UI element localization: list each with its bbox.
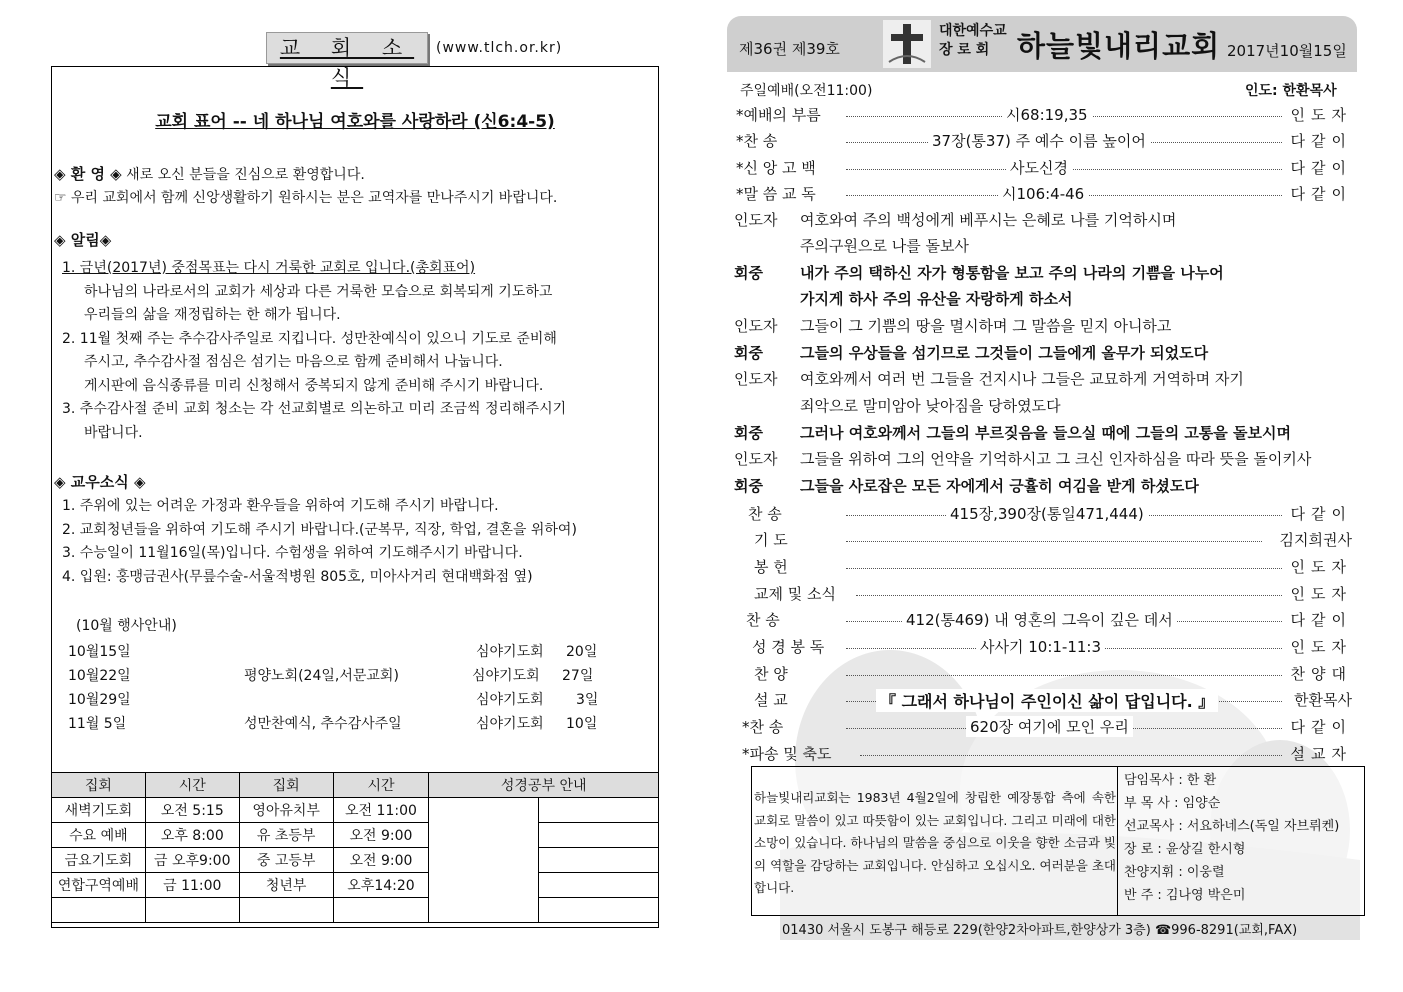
event-date: 10월22일 [68,668,131,684]
table-cell [52,898,146,923]
event-name: 성만찬예식, 추수감사주일 [244,716,402,732]
table-cell: 유 초등부 [239,823,333,848]
order-label: *찬 송 [736,132,778,150]
notice-line: 하나님의 나라로서의 교회가 세상과 다른 거룩한 모습으로 회복되게 기도하고 [84,283,553,300]
worship-order-item [736,183,1352,207]
table-cell: 금 11:00 [145,873,239,898]
event-prayer: 심야기도회 [476,644,544,660]
responsive-line [734,340,1208,367]
order-performer: 한환목사 [1294,691,1352,709]
table-cell [239,898,333,923]
table-cell: 수요 예배 [52,823,146,848]
worship-order-item [736,743,1352,767]
order-label: 찬 송 [746,611,780,629]
reader-role: 인도자 [734,370,778,388]
staff-news-line: 3. 수능일이 11월16일(목)입니다. 수험생을 위하여 기도해주시기 바랍니다. [62,545,523,561]
worship-order-item [736,689,1352,713]
responsive-line [734,286,1072,313]
order-label: *말 씀 교 독 [736,185,816,203]
reading-text: 그들을 사로잡은 모든 자에게서 긍휼히 여김을 받게 하셨도다 [800,477,1199,495]
order-content: 시68:19,35 [1002,104,1092,125]
news-box [51,66,659,928]
staff-item: 장 로 : 윤상길 한시형 [1124,842,1246,857]
reader-role: 회중 [734,477,763,495]
event-prayer-date: 10일 [566,716,598,732]
reading-text: 여호와여 주의 백성에게 베푸시는 은혜로 나를 기억하시며 [800,211,1177,229]
order-label: *신 앙 고 백 [736,159,816,177]
church-introduction: 하늘빛내리교회는 1983년 4월2일에 창립한 예장통합 측에 속한 교회로 말씀이 있고 따뜻함이 있는 교회입니다. 그리고 미래에 대한 소망이 있습니다. 하나님의 말씀을 중심으로 이웃을 향한 소금과 빛의 역할을 감당하는 교회입니다. 안심하고 오십시오. 여러분을 초대합니다. [754,790,1116,895]
reader-role: 회중 [734,424,763,442]
reader-role: 인도자 [734,450,778,468]
notice-line: 우리들의 삶을 재정립하는 한 해가 됩니다. [84,307,341,323]
event-name: 평양노회(24일,서문교회) [244,668,399,684]
order-performer: 인도자 [1290,106,1352,124]
denomination [939,22,1007,60]
table-cell: 금 오후9:00 [145,848,239,873]
church-motto: 교회 표어 -- 네 하나님 여호와를 사랑하라 (신6:4-5) [155,112,555,132]
order-performer: 인도자 [1290,585,1352,603]
responsive-line [734,260,1224,287]
events-heading: (10월 행사안내) [76,618,177,634]
reader-role: 회중 [734,344,763,362]
responsive-line [734,446,1311,473]
order-content: 시106:4-46 [998,183,1088,204]
col-header: 시간 [145,773,239,798]
table-cell: 오전 9:00 [333,848,429,873]
order-label: *파송 및 축도 [742,745,832,763]
worship-order-item [736,663,1352,687]
order-performer: 다같이 [1290,159,1352,177]
church-logo-icon [883,20,931,68]
staff-list [1124,769,1339,907]
notice-list [62,257,566,445]
order-label: 찬 송 [748,505,782,523]
table-cell [145,898,239,923]
order-label: 기 도 [754,531,788,549]
table-row [52,798,659,823]
order-performer: 다같이 [1290,718,1352,736]
order-label: 설 교 [754,691,788,709]
col-header: 시간 [333,773,429,798]
notice-heading: ◈ 알림◈ [54,231,112,249]
staff-item: 반 주 : 김나영 박은미 [1124,888,1246,903]
table-cell: 오후 8:00 [145,823,239,848]
table-cell: 오전 9:00 [333,823,429,848]
table-header-row [52,773,659,798]
leader-dots [846,568,1282,569]
responsive-line [734,366,1244,393]
bible-study-cell [539,848,659,873]
reading-text: 내가 주의 택하신 자가 형통함을 보고 주의 나라의 기쁨을 나누어 [800,264,1224,282]
reading-text: 그들이 그 기쁨의 땅을 멸시하며 그 말씀을 믿지 아니하고 [800,317,1172,335]
order-label: 봉 헌 [754,558,788,576]
service-time: 주일예배(오전11:00) [740,83,873,99]
reading-text: 그들의 우상들을 섬기므로 그것들이 그들에게 올무가 되었도다 [800,344,1209,362]
reading-text: 가지게 하사 주의 유산을 자랑하게 하소서 [800,290,1073,308]
table-cell: 영아유치부 [239,798,333,823]
event-prayer: 심야기도회 [476,692,544,708]
responsive-line [734,313,1171,340]
table-cell: 금요기도회 [52,848,146,873]
sermon-title: 『 그래서 하나님이 주인이신 삶이 답입니다. 』 [876,689,1218,712]
order-label: 교제 및 소식 [754,585,836,603]
order-performer: 다같이 [1290,185,1352,203]
leader-dots [846,541,1262,542]
welcome-section [54,163,365,188]
event-prayer-date: 20일 [566,644,598,660]
news-title: 교 회 소 식 [266,32,428,64]
reading-text: 죄악으로 말미암아 낮아짐을 당하였도다 [800,397,1061,415]
order-content: 415장,390장(통일471,444) [946,503,1148,524]
notice-line: 3. 추수감사절 준비 교회 청소는 각 선교회별로 의논하고 미리 조금씩 정리해주시기 [62,401,567,417]
staff-news-line: 4. 입원: 홍맹금권사(무릎수술-서울적병원 805호, 미아사거리 현대백화점 옆) [62,568,533,585]
divider [1117,767,1118,915]
worship-order-item [736,583,1352,607]
table-cell: 새벽기도회 [52,798,146,823]
table-row [52,873,659,898]
worship-order-item [736,609,1352,633]
notice-line: 게시판에 음식종류를 미리 신청해서 중복되지 않게 준비해 주시기 바랍니다. [84,377,544,394]
volume-number: 제36권 제39호 [739,40,840,58]
bible-study-cell [429,798,539,923]
event-prayer: 심야기도회 [476,716,544,732]
staff-item: 부 목 사 : 임양순 [1124,796,1221,811]
bible-study-cell [539,898,659,923]
responsive-line [734,393,1061,420]
responsive-line [734,207,1176,234]
notice-line: 2. 11월 첫째 주는 추수감사주일로 지킵니다. 성만찬예식이 있으니 기도로 준비해 [62,330,557,347]
order-content: 사사기 10:1-11:3 [976,636,1105,657]
table-cell: 오전 5:15 [145,798,239,823]
site-url[interactable]: (www.tlch.or.kr) [436,40,563,56]
order-performer: 인도자 [1290,638,1352,656]
worship-order-item [736,636,1352,660]
worship-order-item [736,503,1352,527]
order-content: 37장(통37) 주 예수 이름 높이어 [928,130,1150,151]
order-content: 620장 여기에 모인 우리 [966,716,1133,737]
welcome-text: 새로 오신 분들을 진심으로 환영합니다. [126,167,365,183]
table-cell: 연합구역예배 [52,873,146,898]
order-performer: 다같이 [1290,505,1352,523]
welcome-heading: ◈ 환 영 ◈ [54,165,122,183]
notice-line: 1. 금년(2017년) 중점목표는 다시 거룩한 교회로 입니다.(총회표어) [62,260,476,276]
order-label: 성 경 봉 독 [752,638,825,656]
col-header: 성경공부 안내 [429,773,659,798]
reader-role: 인도자 [734,211,778,229]
bible-study-cell [539,873,659,898]
responsive-line [734,473,1199,500]
staff-item: 선교목사 : 서요하네스(독일 자브뤼켄) [1124,819,1340,834]
order-content: 사도신경 [1006,157,1072,178]
bible-study-cell [539,798,659,823]
worship-order-item [736,529,1352,553]
notice-line: 주시고, 추수감사절 점심은 섬기는 마음으로 함께 준비해서 나눕니다. [84,354,503,370]
table-cell: 오후14:20 [333,873,429,898]
bible-study-cell [539,823,659,848]
order-performer: 다같이 [1290,132,1352,150]
service-leader: 인도: 한환목사 [1245,83,1337,99]
worship-order-item [736,104,1352,128]
worship-order-item [736,716,1352,740]
worship-order-item [736,157,1352,181]
responsive-line [734,233,969,260]
leader-dots [856,595,1282,596]
reader-role: 인도자 [734,317,778,335]
table-cell: 청년부 [239,873,333,898]
church-info-box [751,766,1365,916]
church-name: 하늘빛내리교회 [1017,29,1221,63]
staff-news-list [62,495,577,589]
staff-item: 찬양지휘 : 이웅렬 [1124,865,1225,880]
event-prayer: 심야기도회 [472,668,540,684]
col-header: 집회 [52,773,146,798]
responsive-line [734,420,1291,447]
order-performer: 다같이 [1290,611,1352,629]
leader-dots [846,675,1282,676]
staff-news-line: 2. 교회청년들을 위하여 기도해 주시기 바랍니다.(군복무, 직장, 학업, 결혼을 위하여) [62,521,577,538]
leader-dots [860,755,1282,756]
church-address: 01430 서울시 도봉구 해등로 229(한양2차아파트,한양상가 3층) ☎996-8291(교회,FAX) [782,923,1298,938]
event-prayer-date: 3일 [576,692,599,708]
staff-item: 담임목사 : 한 환 [1124,773,1217,788]
event-date: 10월29일 [68,692,131,708]
table-row [52,848,659,873]
reading-text: 주의구원으로 나를 돌보사 [800,237,969,255]
order-label: *예배의 부름 [736,106,821,124]
order-performer: 설교자 [1290,745,1352,763]
worship-order-item [736,556,1352,580]
worship-order-item [736,130,1352,154]
notice-line: 바랍니다. [84,424,143,441]
denomination-line: 장 로 회 [939,42,990,58]
welcome-note: ☞ 우리 교회에서 함께 신앙생활하기 원하시는 분은 교역자를 만나주시기 바랍니다. [54,190,558,206]
order-performer: 인도자 [1290,558,1352,576]
reading-text: 그들을 위하여 그의 언약을 기억하시고 그 크신 인자하심을 따라 뜻을 돌이키사 [800,450,1312,468]
order-performer: 찬양대 [1290,665,1352,683]
event-date: 10월15일 [68,644,131,660]
reading-text: 여호와께서 여러 번 그들을 건지시나 그들은 교묘하게 거역하며 자기 [800,370,1244,388]
reader-role: 회중 [734,264,763,282]
event-date: 11월 5일 [68,716,127,732]
denomination-line: 대한예수교 [939,23,1007,39]
order-content: 412(통469) 내 영혼의 그윽이 깊은 데서 [902,609,1177,630]
order-label: 찬 양 [754,665,788,683]
col-header: 집회 [239,773,333,798]
table-cell [333,898,429,923]
table-cell: 오전 11:00 [333,798,429,823]
order-label: *찬 송 [742,718,784,736]
table-row [52,898,659,923]
table-row [52,823,659,848]
bulletin-date: 2017년10월15일 [1227,42,1347,60]
reading-text: 그러나 여호와께서 그들의 부르짖음을 들으실 때에 그들의 고통을 돌보시며 [800,424,1291,442]
meeting-schedule-table [51,772,659,923]
bulletin-masthead [727,16,1357,72]
event-prayer-date: 27일 [562,668,594,684]
staff-news-heading: ◈ 교우소식 ◈ [54,473,146,491]
table-cell: 중 고등부 [239,848,333,873]
order-performer: 김지희권사 [1279,531,1352,549]
staff-news-line: 1. 주위에 있는 어려운 가정과 환우들을 위하여 기도해 주시기 바랍니다. [62,498,499,514]
